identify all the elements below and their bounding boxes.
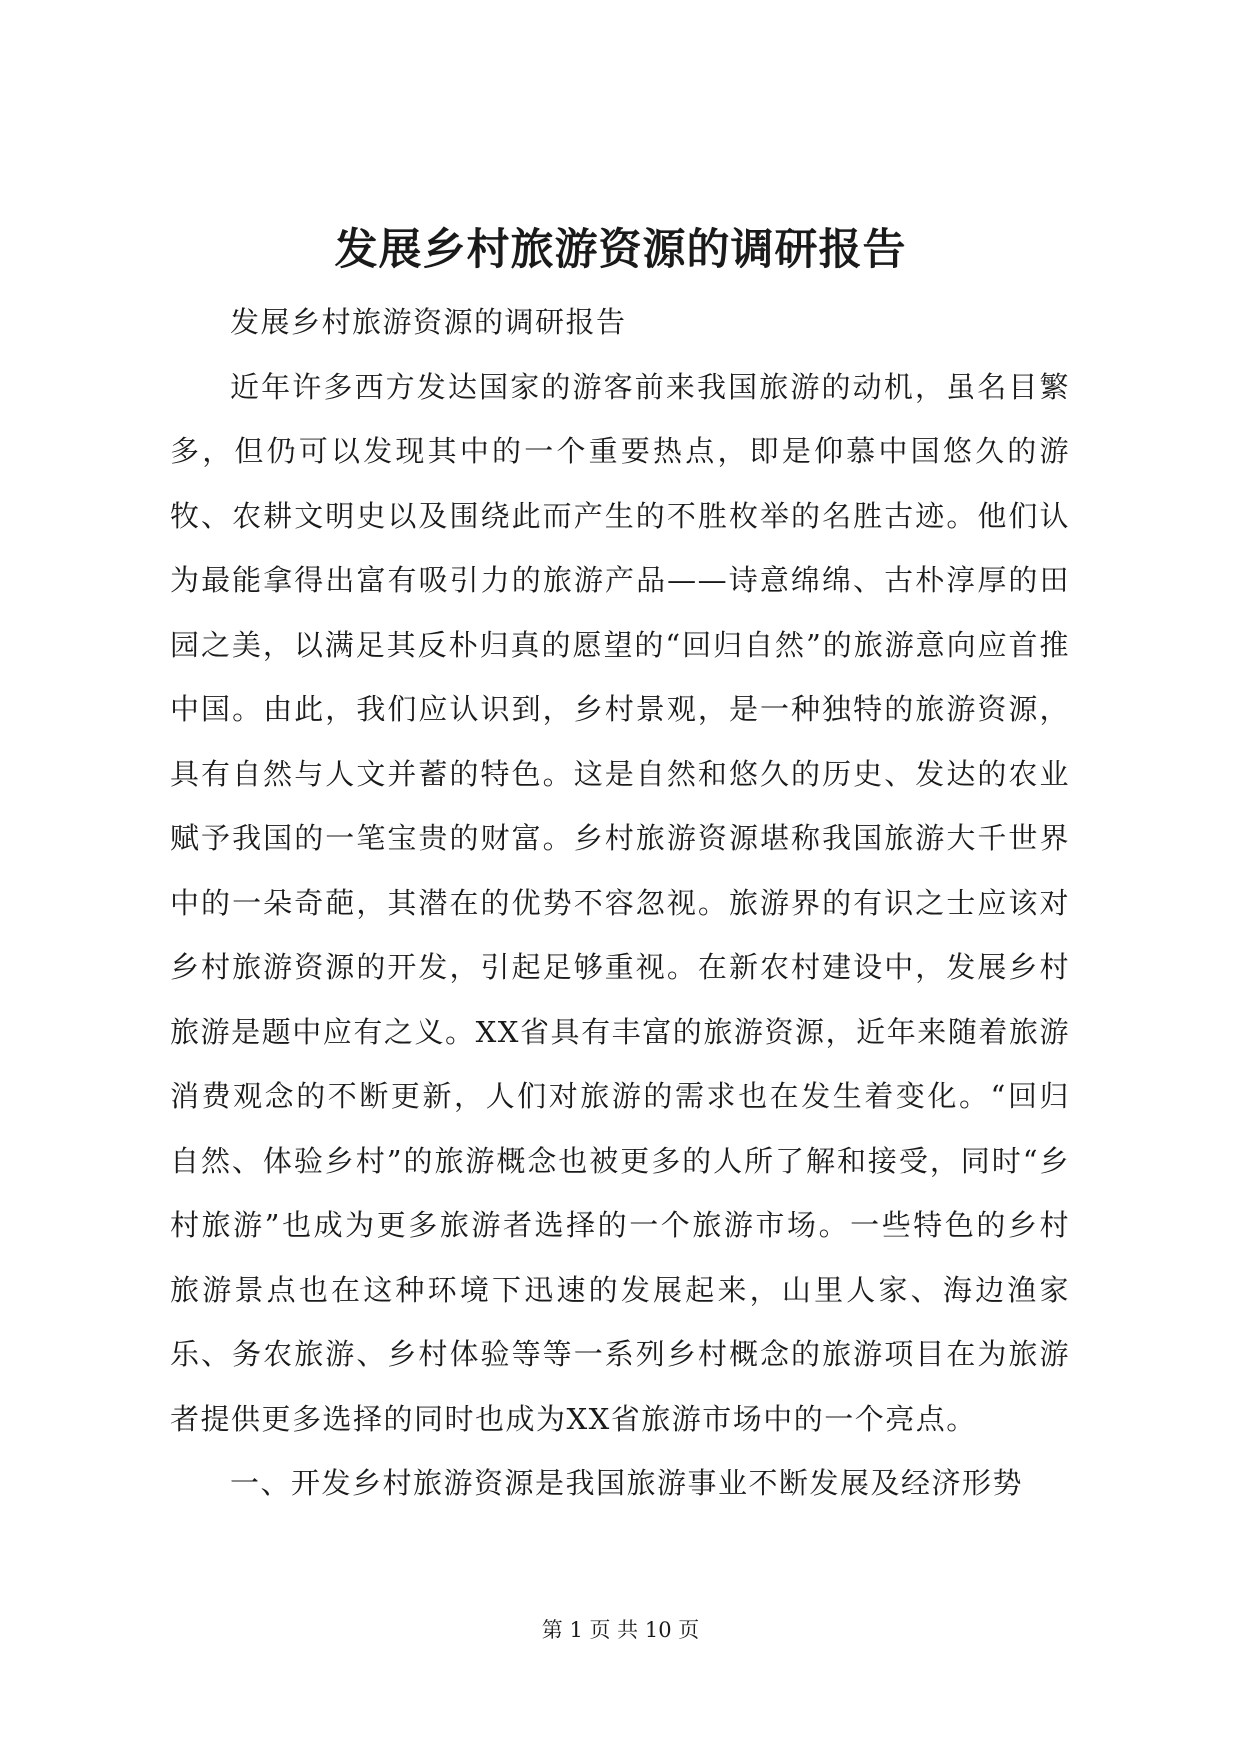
body-paragraph: 近年许多西方发达国家的游客前来我国旅游的动机，虽名目繁多，但仍可以发现其中的一个重要热点，即是仰慕中国悠久的游牧、农耕文明史以及围绕此而产生的不胜枚举的名胜古迹。他们认为最能拿得出富有吸引力的旅游产品——诗意绵绵、古朴淳厚的田园之美，以满足其反朴归真的愿望的“回归自然”的旅游意向应首推中国。由此，我们应认识到，乡村景观，是一种独特的旅游资源，具有自然与人文并蓄的特色。这是自然和悠久的历史、发达的农业赋予我国的一笔宝贵的财富。乡村旅游资源堪称我国旅游大千世界中的一朵奇葩，其潜在的优势不容忽视。旅游界的有识之士应该对乡村旅游资源的开发，引起足够重视。在新农村建设中，发展乡村旅游是题中应有之义。XX省具有丰富的旅游资源，近年来随着旅游消费观念的不断更新，人们对旅游的需求也在发生着变化。“回归自然、体验乡村”的旅游概念也被更多的人所了解和接受，同时“乡村旅游”也成为更多旅游者选择的一个旅游市场。一些特色的乡村旅游景点也在这种环境下迅速的发展起来，山里人家、海边渔家乐、务农旅游、乡村体验等等一系列乡村概念的旅游项目在为旅游者提供更多选择的同时也成为XX省旅游市场中的一个亮点。 bbox=[170, 369, 1070, 1436]
section-heading-paragraph: 一、开发乡村旅游资源是我国旅游事业不断发展及经济形势 bbox=[230, 1466, 1024, 1500]
document-title: 发展乡村旅游资源的调研报告 bbox=[334, 225, 907, 275]
document-body bbox=[170, 290, 1070, 1516]
subtitle-paragraph: 发展乡村旅游资源的调研报告 bbox=[230, 305, 627, 339]
page-number-footer: 第 1 页 共 10 页 bbox=[541, 1618, 700, 1642]
